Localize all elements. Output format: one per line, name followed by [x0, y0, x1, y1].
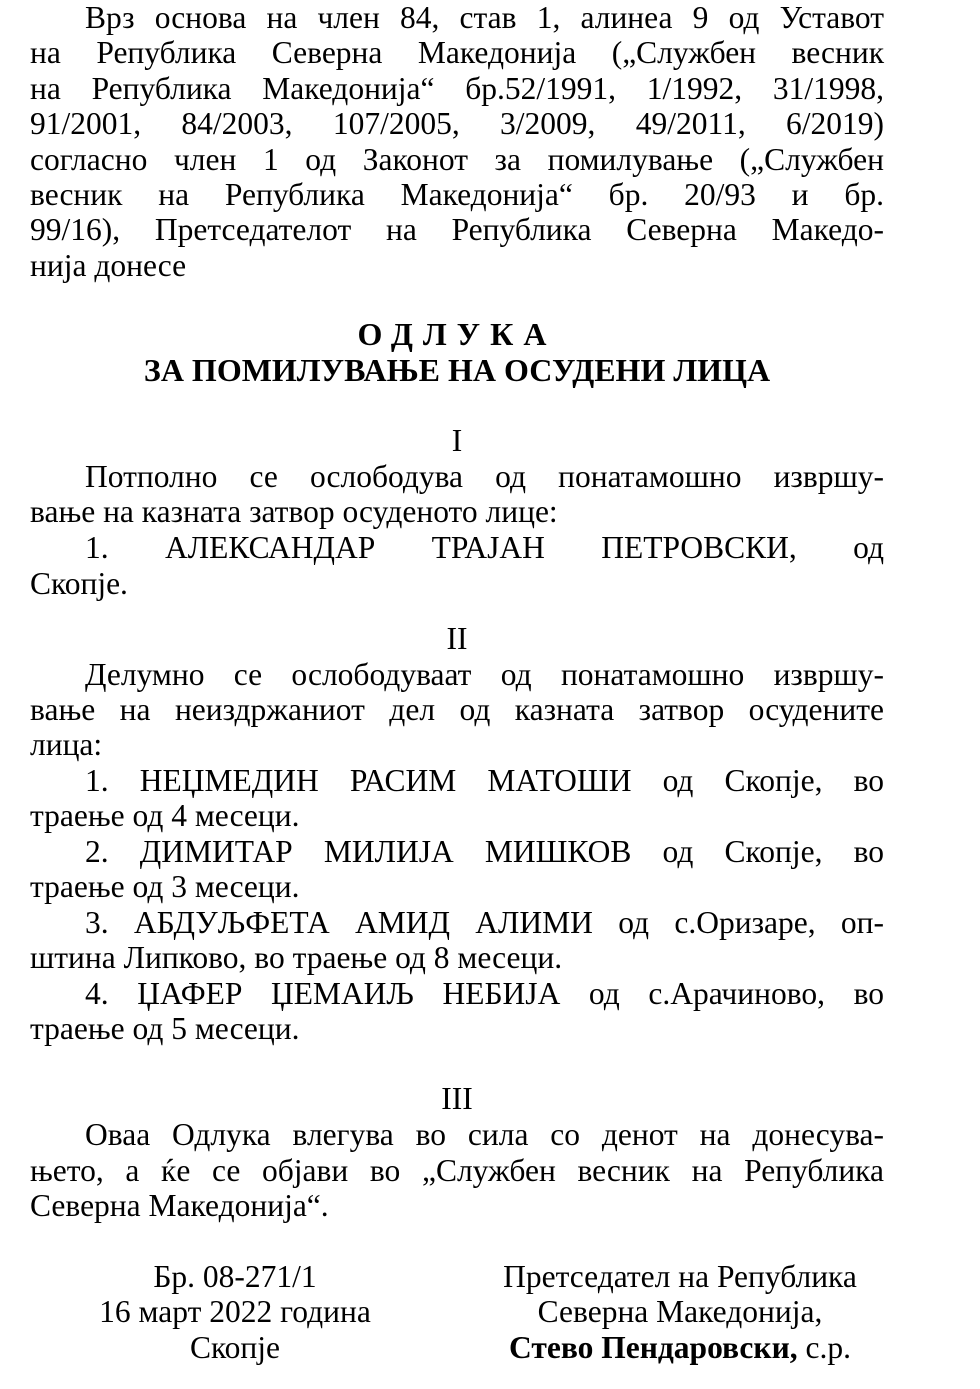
list-item: 2. ДИМИТАР МИЛИЈА МИШКОВ од Скопје, во: [85, 834, 884, 869]
section-line: њето, а ќе се објави во „Службен весник на Република: [30, 1153, 884, 1188]
section-number: I: [451, 423, 463, 458]
decision-subtitle: ЗА ПОМИЛУВАЊЕ НА ОСУДЕНИ ЛИЦА: [143, 352, 771, 388]
section-line: вање на неиздржаниот дел од казната затвор осудените: [30, 692, 884, 727]
section-line: Потполно се ослободува од понатамошно извршу-: [85, 459, 884, 494]
preamble-line: весник на Република Македонија“ бр. 20/93 и бр.: [30, 177, 884, 212]
decision-number: Бр. 08-271/1: [153, 1259, 317, 1294]
preamble-line: 91/2001, 84/2003, 107/2005, 3/2009, 49/2011, 6/2019): [30, 106, 884, 141]
signatory-name: Стево Пендаровски,: [509, 1330, 798, 1365]
section-line: штина Липково, во траење од 8 месеци.: [30, 940, 563, 975]
section-line: Оваа Одлука влегува во сила со денот на донесува-: [85, 1117, 884, 1152]
decision-city: Скопје: [189, 1330, 281, 1365]
preamble-line: 99/16), Претседателот на Република Северна Македо-: [30, 212, 884, 247]
section-line: Скопје.: [30, 566, 128, 601]
section-line: траење од 5 месеци.: [30, 1011, 300, 1046]
preamble-line: Врз основа на член 84, став 1, алинеа 9 од Уставот: [85, 0, 884, 35]
preamble-line: согласно член 1 од Законот за помилување („Службен: [30, 142, 884, 177]
section-number: II: [446, 621, 468, 656]
list-item: 1. АЛЕКСАНДАР ТРАЈАН ПЕТРОВСКИ, од: [85, 530, 884, 565]
preamble-line: нија донесе: [30, 248, 187, 283]
signatory-title: Претседател на Република: [503, 1259, 857, 1294]
decision-title: ОДЛУКА: [357, 316, 557, 352]
signatory-suffix: с.р.: [797, 1330, 851, 1365]
list-item: 3. АБДУЉФЕТА АМИД АЛИМИ од с.Оризаре, оп-: [85, 905, 884, 940]
section-line: лица:: [30, 727, 103, 762]
section-line: траење од 3 месеци.: [30, 869, 300, 904]
section-line: вање на казната затвор осуденото лице:: [30, 494, 558, 529]
section-number: III: [441, 1081, 473, 1116]
section-line: Северна Македонија“.: [30, 1188, 329, 1223]
signatory-title: Северна Македонија,: [537, 1294, 823, 1329]
decision-date: 16 март 2022 година: [99, 1294, 371, 1329]
signatory: [470, 1330, 890, 1366]
preamble-line: на Република Македонија“ бр.52/1991, 1/1992, 31/1998,: [30, 71, 884, 106]
list-item: 1. НЕЏМЕДИН РАСИМ МАТОШИ од Скопје, во: [85, 763, 884, 798]
section-line: Делумно се ослободуваат од понатамошно извршу-: [85, 657, 884, 692]
list-item: 4. ЏАФЕР ЏЕМАИЉ НЕБИЈА од с.Арачиново, во: [85, 976, 884, 1011]
preamble-line: на Република Северна Македонија („Службен весник: [30, 35, 884, 70]
section-line: траење од 4 месеци.: [30, 798, 300, 833]
